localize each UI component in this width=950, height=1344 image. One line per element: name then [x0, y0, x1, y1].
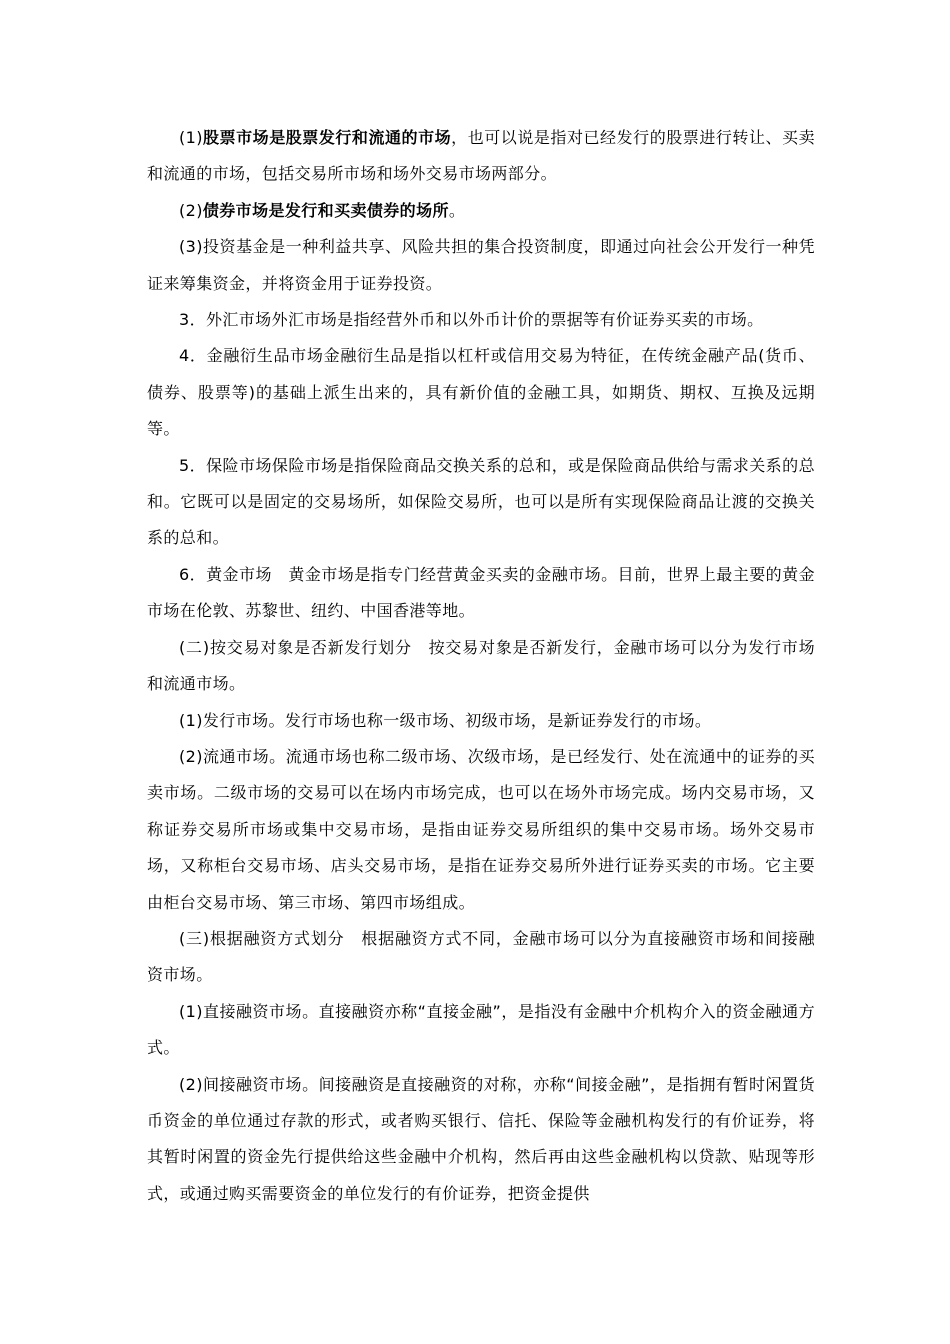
paragraph-bold-text: 债券市场是发行和买卖债券的场所 [202, 200, 449, 220]
paragraph-text: 5．保险市场保险市场是指保险商品交换关系的总和，或是保险商品供给与需求关系的总和。它既可以是固定的交易场所，如保险交易所，也可以是所有实现保险商品让渡的交换关系的总和。 [147, 455, 815, 548]
paragraph-text: (二)按交易对象是否新发行划分 按交易对象是否新发行，金融市场可以分为发行市场和流通市场。 [147, 637, 815, 694]
paragraph-text: 3．外汇市场外汇市场是指经营外币和以外币计价的票据等有价证券买卖的市场。 [179, 310, 764, 330]
paragraph-text: 6．黄金市场 黄金市场是指专门经营黄金买卖的金融市场。目前，世界上最主要的黄金市场在伦敦、苏黎世、纽约、中国香港等地。 [147, 564, 815, 621]
paragraph [147, 229, 815, 302]
paragraph [147, 338, 815, 447]
paragraph [147, 302, 815, 338]
document-body [147, 120, 815, 1212]
paragraph-text: (3)投资基金是一种利益共享、风险共担的集合投资制度，即通过向社会公开发行一种凭证来筹集资金，并将资金用于证券投资。 [147, 237, 815, 293]
paragraph-bold-text: 股票市场是股票发行和流通的市场 [202, 128, 452, 147]
paragraph-text: (1)发行市场。发行市场也称一级市场、初级市场，是新证券发行的市场。 [179, 710, 712, 730]
paragraph-text: 4．金融衍生品市场金融衍生品是指以杠杆或信用交易为特征，在传统金融产品(货币、债券、股票等)的基础上派生出来的，具有新价值的金融工具，如期货、期权、互换及远期等。 [147, 346, 815, 439]
paragraph-text: 。 [448, 200, 466, 220]
paragraph [147, 739, 815, 921]
paragraph-text: (2)流通市场。流通市场也称二级市场、次级市场，是已经发行、处在流通中的证券的买卖市场。二级市场的交易可以在场内市场完成，也可以在场外市场完成。场内交易市场，又称证券交易所市场或集中交易市场，是指由证券交易所组织的集中交易市场。场外交易市场，又称柜台交易市场、店头交易市场，是指在证券交易所外进行证券买卖的市场。它主要由柜台交易市场、第三市场、第四市场组成。 [147, 746, 815, 912]
paragraph [147, 994, 815, 1067]
paragraph [147, 630, 815, 703]
paragraph [147, 193, 815, 229]
paragraph [147, 448, 815, 557]
paragraph [147, 120, 815, 193]
paragraph-lead: (1) [179, 128, 203, 147]
paragraph [147, 1067, 815, 1213]
paragraph-text: (三)根据融资方式划分 根据融资方式不同，金融市场可以分为直接融资市场和间接融资市场。 [147, 928, 815, 985]
paragraph [147, 703, 815, 739]
paragraph-text: ，也可以说是指对已经发行的股票进行转让、买卖和流通的市场，包括交易所市场和场外交易市场两部分。 [147, 128, 815, 184]
paragraph-lead: (2) [179, 200, 203, 220]
paragraph [147, 921, 815, 994]
paragraph-text: (1)直接融资市场。直接融资亦称“直接金融”，是指没有金融中介机构介入的资金融通方式。 [147, 1001, 815, 1058]
paragraph [147, 557, 815, 630]
paragraph-text: (2)间接融资市场。间接融资是直接融资的对称，亦称“间接金融”，是指拥有暂时闲置货币资金的单位通过存款的形式，或者购买银行、信托、保险等金融机构发行的有价证券，将其暂时闲置的资金先行提供给这些金融中介机构，然后再由这些金融机构以贷款、贴现等形式，或通过购买需要资金的单位发行的有价证券，把资金提供 [147, 1074, 815, 1203]
